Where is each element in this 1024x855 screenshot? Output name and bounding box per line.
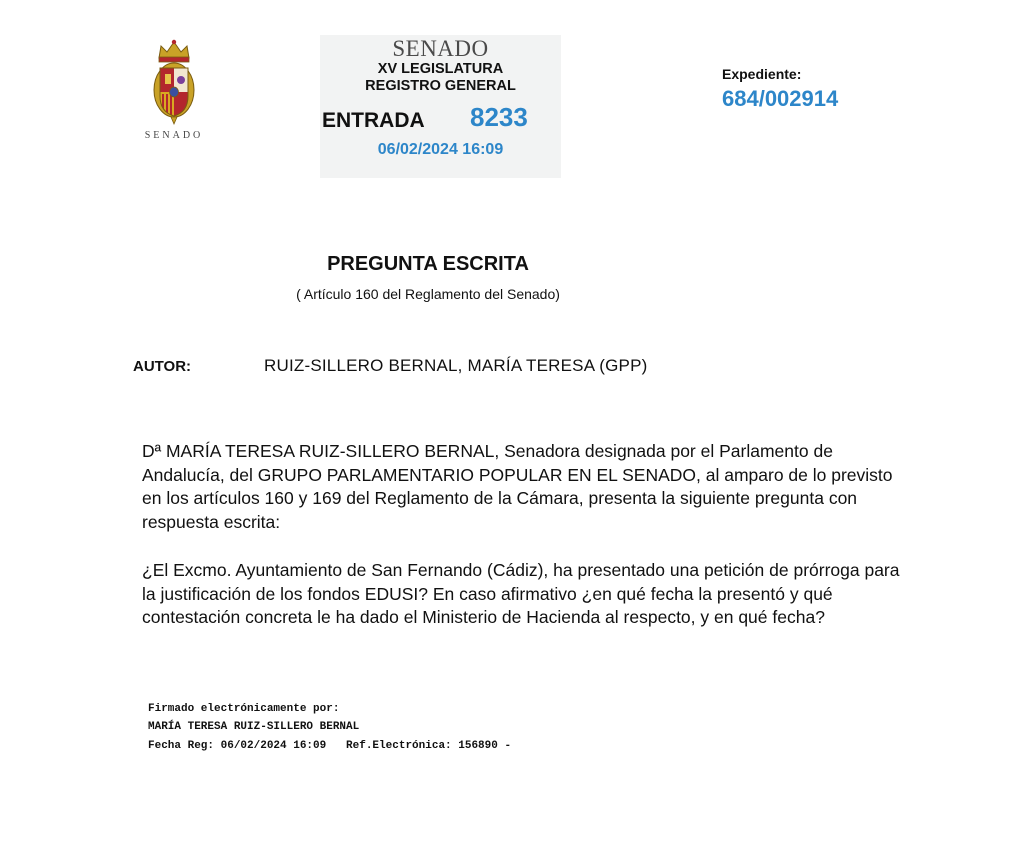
expediente-number: 684/002914	[722, 86, 839, 111]
senado-coat-of-arms-icon	[145, 38, 203, 126]
author-name: RUIZ-SILLERO BERNAL, MARÍA TERESA (GPP)	[264, 356, 648, 375]
signature-heading: Firmado electrónicamente por:	[148, 703, 340, 715]
body-paragraph-question: ¿El Excmo. Ayuntamiento de San Fernando (Cádiz), ha presentado una petición de prórroga para la justificación de los fondos EDUSI? En caso afirmativo ¿en qué fecha la presentó y qué contestación concreta le ha dado el Ministerio de Hacienda al respecto, y en qué fecha?	[142, 560, 900, 627]
signature-name: MARÍA TERESA RUIZ-SILLERO BERNAL	[148, 721, 360, 733]
senado-logo	[136, 38, 212, 148]
stamp-registry: REGISTRO GENERAL	[365, 78, 516, 94]
document-title: PREGUNTA ESCRITA	[327, 253, 529, 275]
stamp-entry-number: 8233	[470, 102, 528, 132]
stamp-entry-label: ENTRADA	[322, 109, 425, 132]
signature-registration: Fecha Reg: 06/02/2024 16:09 Ref.Electrónica: 156890 -	[148, 740, 512, 752]
stamp-institution: SENADO	[392, 36, 489, 61]
author-label: AUTOR:	[133, 358, 192, 375]
stamp-datetime: 06/02/2024 16:09	[377, 141, 504, 158]
logo-text: SENADO	[144, 130, 204, 141]
document-subtitle: ( Artículo 160 del Reglamento del Senado)	[296, 286, 560, 302]
stamp-legislature: XV LEGISLATURA	[377, 61, 504, 77]
registry-stamp	[320, 35, 561, 178]
body-paragraph-intro: Dª MARÍA TERESA RUIZ-SILLERO BERNAL, Senadora designada por el Parlamento de Andalucía, del GRUPO PARLAMENTARIO POPULAR EN EL SENADO, al amparo de lo previsto en los artículos 160 y 169 del Reglamento de la Cámara, presenta la siguiente pregunta con respuesta escrita:	[142, 441, 893, 532]
expediente-label: Expediente:	[722, 66, 802, 82]
